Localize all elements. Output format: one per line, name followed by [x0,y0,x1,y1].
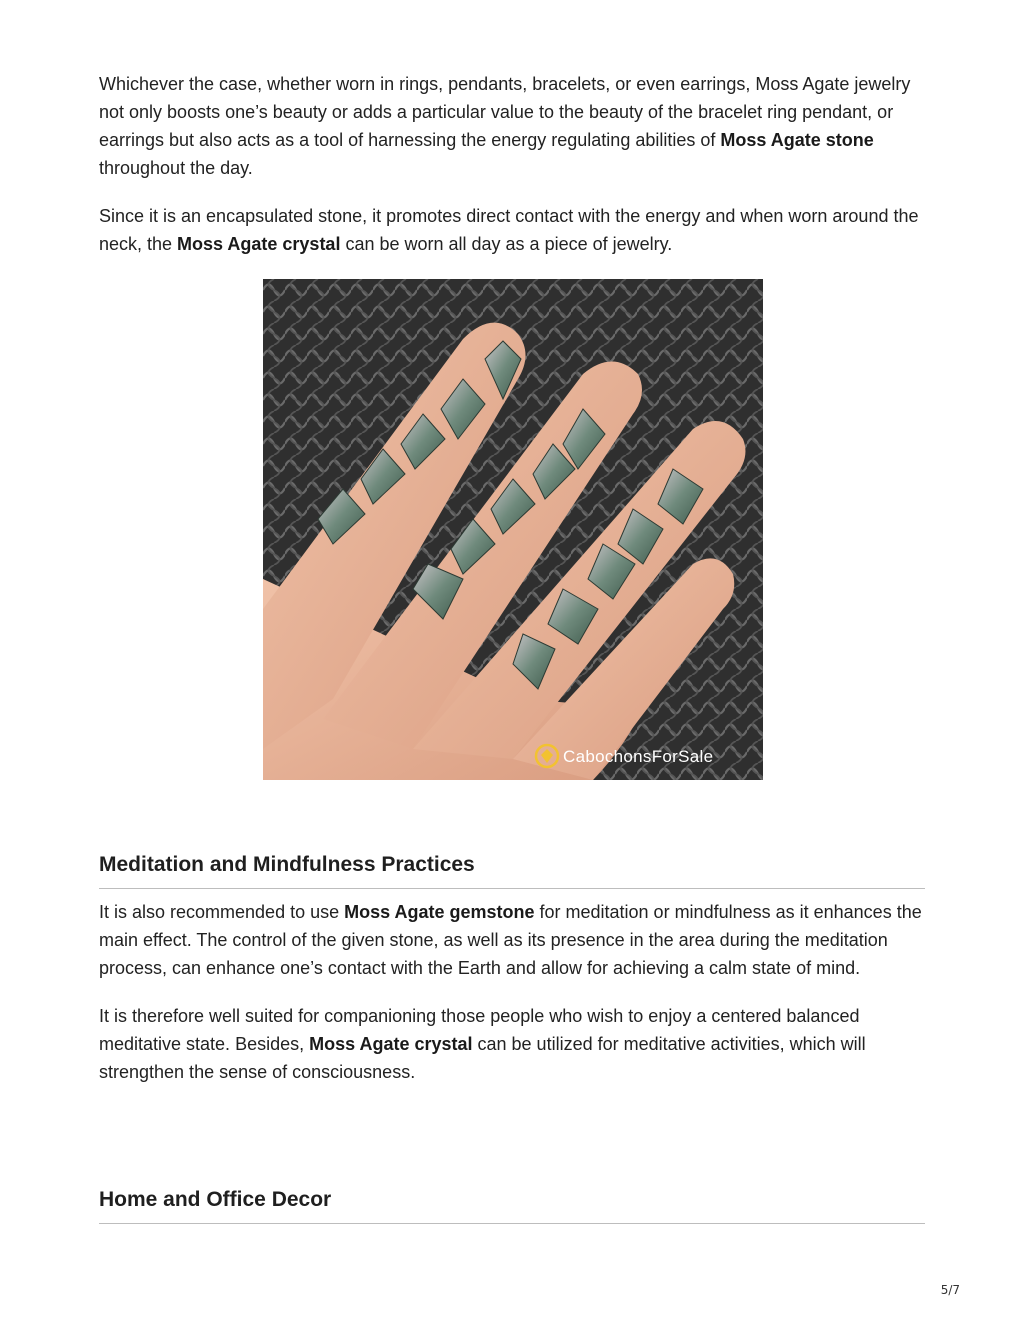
paragraph-meditation-1 [99,898,925,982]
paragraph-encapsulated [99,202,925,258]
section-heading-decor: Home and Office Decor [99,1188,925,1224]
section-heading-meditation: Meditation and Mindfulness Practices [99,853,925,889]
paragraph-text: can be worn all day as a piece of jewelry. [340,234,673,254]
paragraph-text: Since it is an encapsulated stone, it promotes direct contact with the energy and when worn around the neck, the [99,206,919,254]
article-top-text [99,70,925,278]
paragraph-text: It is therefore well suited for companioning those people who wish to enjoy a centered balanced meditative state. Besides, [99,1006,860,1054]
paragraph-text: Whichever the case, whether worn in rings, pendants, bracelets, or even earrings, Moss Agate jewelry not only boosts one’s beauty or adds a particular value to the beauty of the bracelet ring pendant, or earrings but also acts as a tool of harnessing the energy regulating abilities of [99,74,911,150]
paragraph-text: throughout the day. [99,158,253,178]
watermark-text: CabochonsForSale [563,747,714,766]
bold-keyword: Moss Agate gemstone [344,902,535,922]
paragraph-text: for meditation or mindfulness as it enhances the main effect. The control of the given stone, as well as its presence in the area during the meditation process, can enhance one’s contact with the Earth and allow for achieving a calm state of mind. [99,902,922,978]
bold-keyword: Moss Agate stone [720,130,874,150]
moss-agate-photo [263,279,763,780]
bold-keyword: Moss Agate crystal [309,1034,473,1054]
page-number: 5/7 [940,1283,960,1297]
paragraph-text: It is also recommended to use [99,902,345,922]
bold-keyword: Moss Agate crystal [177,234,341,254]
paragraph-jewelry [99,70,925,182]
paragraph-meditation-2 [99,1002,925,1086]
section-body-meditation [99,898,925,1106]
paragraph-text: can be utilized for meditative activities, which will strengthen the sense of consciousness. [99,1034,866,1082]
